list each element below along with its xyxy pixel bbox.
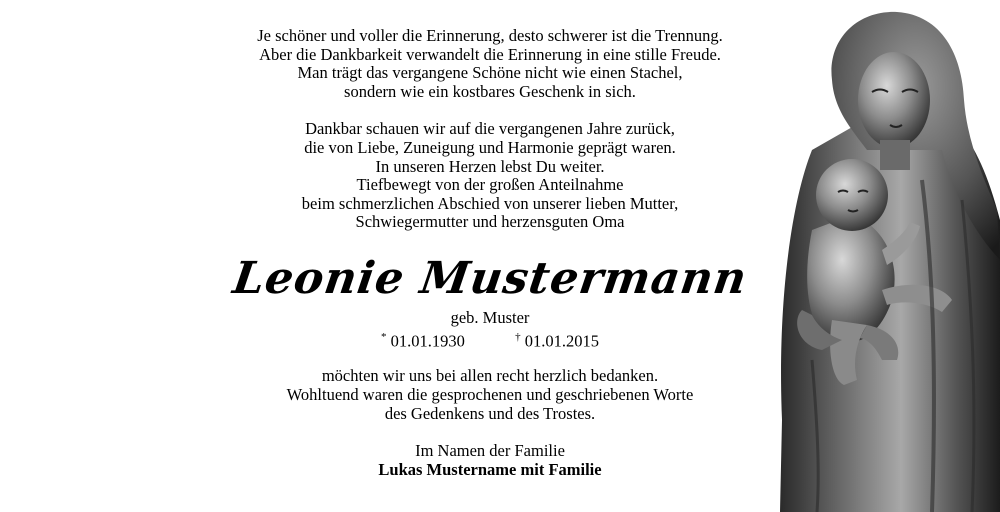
poem-line: beim schmerzlichen Abschied von unserer lieben Mutter,: [301, 193, 679, 213]
family-intro: Im Namen der Familie: [415, 441, 565, 461]
poem-line: Dankbar schauen wir auf die vergangenen Jahre zurück,: [305, 119, 675, 139]
poem-line: In unseren Herzen lebst Du weiter.: [375, 156, 605, 176]
poem-stanza-2: [180, 120, 800, 232]
poem-stanza-1: [180, 27, 800, 101]
thanks-line: Wohltuend waren die gesprochenen und geschriebenen Worte: [286, 385, 694, 405]
thanks-line: möchten wir uns bei allen recht herzlich bedanken.: [321, 366, 659, 386]
poem-line: Aber die Dankbarkeit verwandelt die Erinnerung in eine stille Freude.: [259, 44, 721, 64]
poem-line: Schwiegermutter und herzensguten Oma: [355, 212, 625, 232]
death-date: 01.01.2015: [524, 331, 599, 351]
obituary-text: [180, 27, 800, 479]
death-symbol: †: [515, 330, 521, 343]
poem-line: Tiefbewegt von der großen Anteilnahme: [356, 175, 624, 195]
birth-name: geb. Muster: [450, 307, 530, 327]
thanks-paragraph: [180, 367, 800, 423]
family-signature-block: [180, 442, 800, 479]
thanks-line: des Gedenkens und des Trostes.: [384, 403, 596, 423]
deceased-name: Leonie Mustermann: [229, 252, 751, 304]
poem-line: die von Liebe, Zuneigung und Harmonie geprägt waren.: [304, 137, 676, 157]
birth-date: 01.01.1930: [390, 331, 465, 351]
madonna-statue-image: [772, 0, 1000, 512]
life-dates: [180, 327, 800, 352]
poem-line: Man trägt das vergangene Schöne nicht wie einen Stachel,: [297, 63, 683, 83]
family-signature: Lukas Mustername mit Familie: [378, 459, 602, 479]
poem-line: sondern wie ein kostbares Geschenk in sich.: [344, 81, 636, 101]
birth-symbol: *: [381, 330, 387, 343]
poem-line: Je schöner und voller die Erinnerung, desto schwerer ist die Trennung.: [257, 26, 723, 45]
